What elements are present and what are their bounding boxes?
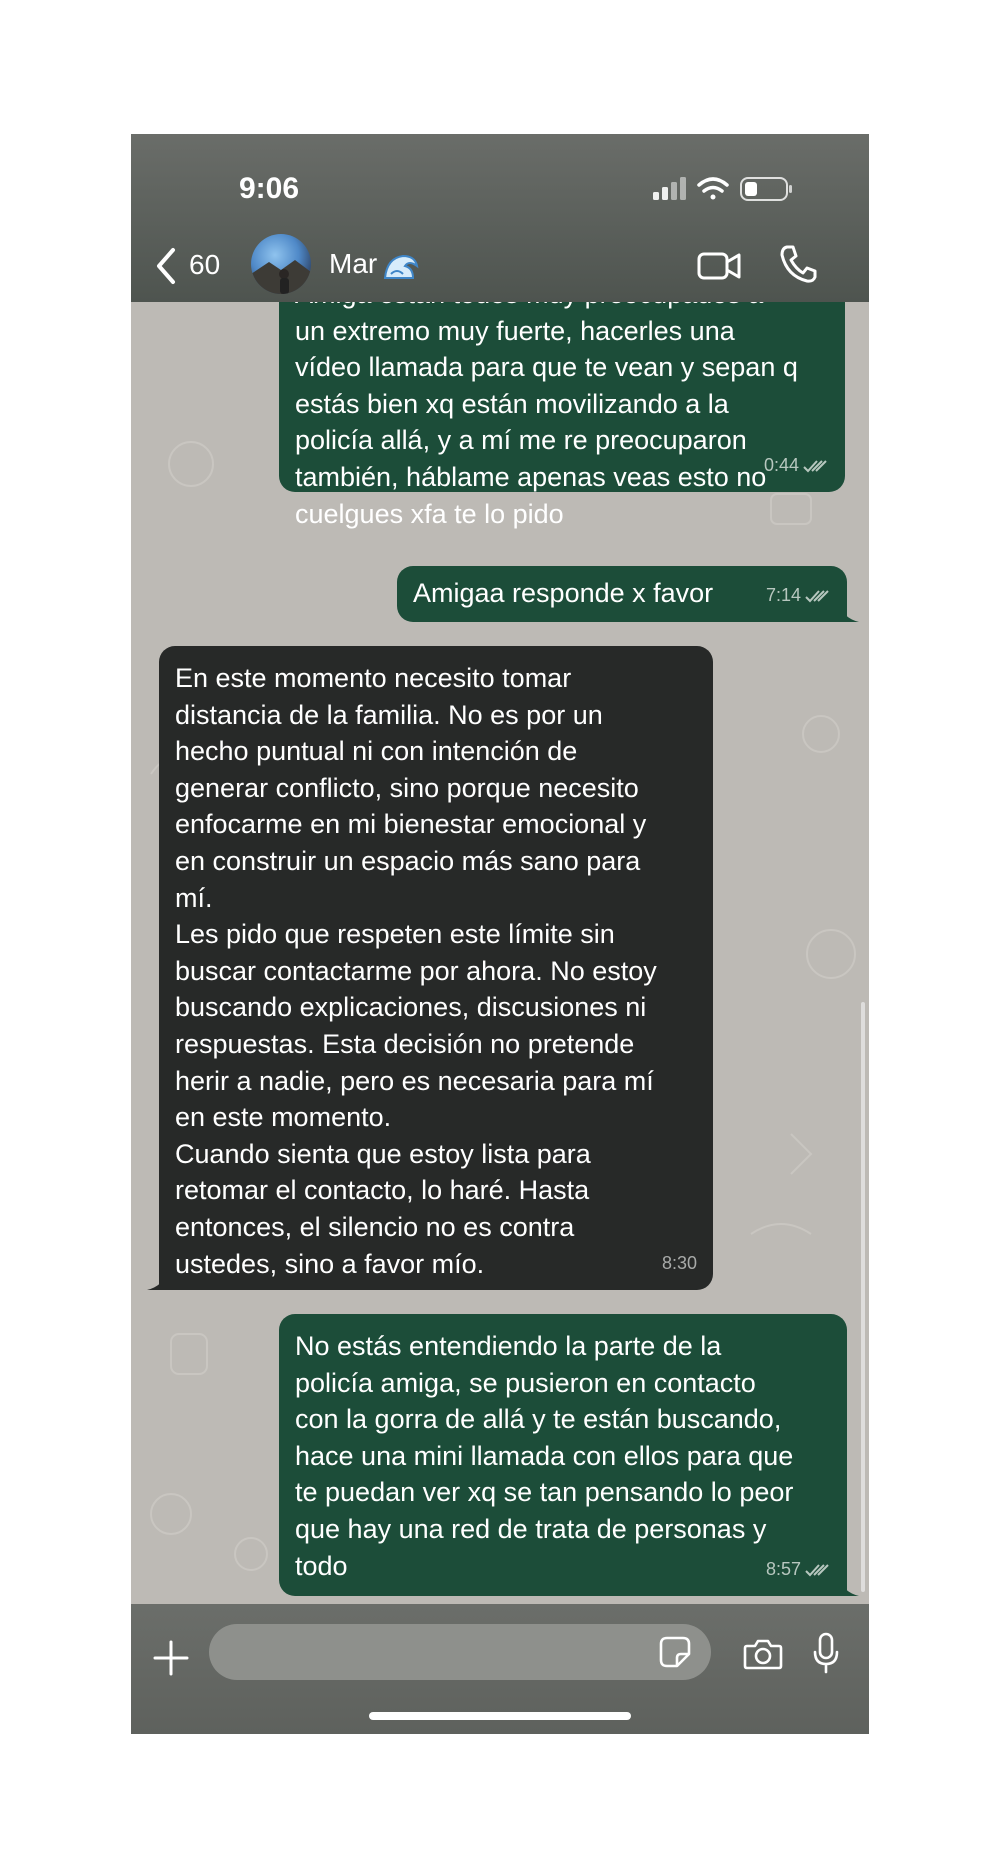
scrollbar[interactable] — [861, 1002, 865, 1592]
double-check-icon — [803, 459, 829, 473]
back-chevron-icon[interactable] — [151, 246, 181, 286]
camera-icon[interactable] — [743, 1638, 783, 1670]
video-call-icon[interactable] — [697, 248, 741, 284]
message-time: 7:14 — [765, 585, 801, 606]
wave-emoji-icon — [383, 250, 421, 280]
battery-icon — [741, 178, 792, 200]
message-text: un extremo muy fuerte, hacerles una vídeo llamada para que te vean y sepan q estás bien xq están movilizando a la policía allá, y a mí me re preocuparon también, háblame apenas veas esto no cuelgues xfa te lo pido — [295, 315, 798, 529]
status-icons — [653, 174, 803, 204]
message-input[interactable] — [209, 1624, 711, 1680]
message-meta — [764, 447, 829, 484]
wifi-icon — [699, 179, 727, 200]
message-meta — [766, 1551, 831, 1588]
message-meta — [766, 577, 831, 614]
microphone-icon[interactable] — [813, 1632, 839, 1674]
message-time: 0:44 — [763, 455, 799, 476]
phone-call-icon[interactable] — [779, 244, 817, 284]
message-outgoing[interactable] — [397, 566, 847, 622]
home-indicator — [369, 1712, 631, 1720]
message-time: 8:30 — [661, 1253, 697, 1274]
double-check-icon — [805, 1563, 831, 1577]
bubble-tail — [147, 1272, 167, 1290]
unread-count[interactable]: 60 — [189, 249, 221, 280]
message-time: 8:57 — [765, 1559, 801, 1580]
plus-icon[interactable] — [153, 1640, 189, 1676]
sticker-icon[interactable] — [659, 1636, 691, 1668]
chat-header — [131, 134, 869, 302]
message-incoming[interactable] — [159, 646, 713, 1290]
message-text: No estás entendiendo la parte de la policía amiga, se pusieron en contacto con la gorra de allá y te están buscando, hace una mini llamada con ellos para que te puedan ver xq se tan pensando lo peor que hay una red de trata de personas y todo — [295, 1331, 794, 1581]
status-time: 9:06 — [239, 172, 300, 205]
message-meta — [662, 1245, 697, 1282]
avatar[interactable] — [251, 234, 311, 294]
double-check-icon — [805, 589, 831, 603]
message-outgoing[interactable] — [279, 1314, 847, 1596]
signal-icon — [653, 177, 686, 200]
message-text: Amigaa responde x favor — [413, 578, 714, 608]
phone-screen — [131, 134, 869, 1734]
contact-name[interactable]: Mar — [329, 248, 378, 279]
bubble-tail — [839, 604, 859, 622]
bubble-tail — [839, 1578, 859, 1596]
composer-bar — [131, 1604, 869, 1734]
message-text: En este momento necesito tomar distancia de la familia. No es por un hecho puntual ni con intención de generar conflicto, sino porque necesito enfocarme en mi bienestar emocional y en construir un espacio más sano para mí. Les pido que respeten este límite sin buscar contactarme por ahora. No estoy buscando explicaciones, discusiones ni respuestas. Esta decisión no pretende herir a nadie, pero es necesaria para mí en este momento. Cuando sienta que estoy lista para retomar el contacto, lo haré. Hasta entonces, el silencio no es contra ustedes, sino a favor mío. — [175, 663, 657, 1279]
